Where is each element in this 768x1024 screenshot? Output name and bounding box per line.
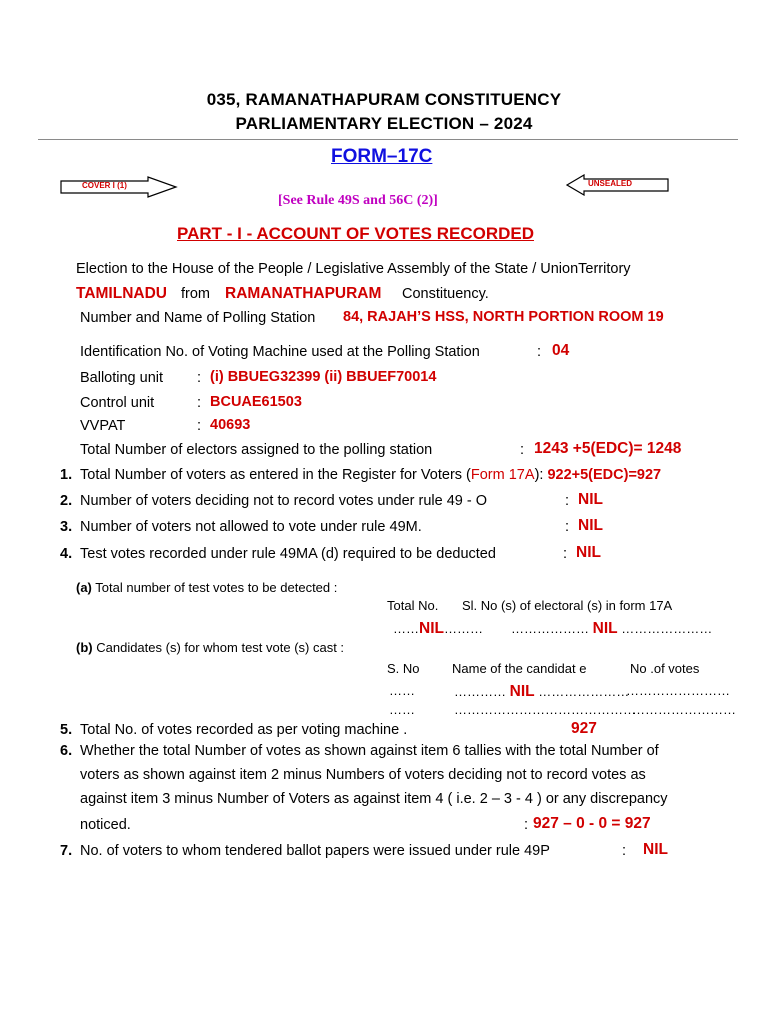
item-2-colon: :	[565, 493, 570, 509]
electors-value: 1243 +5(EDC)= 1248	[534, 440, 682, 457]
item-3-text: Number of voters not allowed to vote under rule 49M.	[80, 519, 422, 535]
sub-b-label: (b)	[76, 640, 93, 655]
sub-a-text: Total number of test votes to be detected :	[95, 580, 338, 595]
machine-id-colon: :	[537, 344, 542, 360]
item-2-value: NIL	[578, 491, 603, 508]
state-value: TAMILNADU	[76, 285, 167, 302]
sub-a-col1-head: Total No.	[387, 598, 439, 613]
constituency-word: Constituency.	[402, 286, 489, 302]
cover-arrow-icon	[60, 176, 178, 198]
item-6-number: 6.	[60, 743, 73, 759]
item-7-text: No. of voters to whom tendered ballot papers were issued under rule 49P	[80, 843, 550, 859]
item-4-value: NIL	[576, 544, 601, 561]
balloting-unit-label: Balloting unit	[80, 370, 164, 386]
sub-b-line	[76, 640, 344, 655]
vvpat-colon: :	[197, 418, 202, 434]
item-5-number: 5.	[60, 722, 73, 738]
sub-b-row1-sno: ……	[389, 683, 415, 698]
item-6-line1: Whether the total Number of votes as shown against item 6 tallies with the total Number of	[80, 743, 659, 759]
item-1-text: Total Number of voters as entered in the Register for Voters (Form 17A): 922+5(EDC)=927	[80, 467, 662, 483]
electors-label: Total Number of electors assigned to the polling station	[80, 442, 433, 458]
sub-b-row1-name: ………… NIL …………………	[454, 683, 630, 700]
election-heading: PARLIAMENTARY ELECTION – 2024	[235, 114, 533, 133]
control-unit-value: BCUAE61503	[210, 394, 302, 410]
control-unit-colon: :	[197, 395, 202, 411]
item-1-number: 1.	[60, 467, 73, 483]
item-7-value: NIL	[643, 841, 668, 858]
polling-station-label: Number and Name of Polling Station	[80, 310, 316, 326]
intro-line: Election to the House of the People / Legislative Assembly of the State / UnionTerritory	[76, 261, 631, 277]
control-unit-label: Control unit	[80, 395, 155, 411]
balloting-unit-value: (i) BBUEG32399 (ii) BBUEF70014	[210, 369, 437, 385]
from-word: from	[181, 286, 210, 302]
item-4-number: 4.	[60, 546, 73, 562]
item-2-number: 2.	[60, 493, 73, 509]
item-3-number: 3.	[60, 519, 73, 535]
unsealed-label: UNSEALED	[588, 179, 633, 188]
balloting-unit-colon: :	[197, 370, 202, 386]
see-rule-note: [See Rule 49S and 56C (2)]	[278, 193, 438, 208]
item-5-text: Total No. of votes recorded as per voting machine .	[80, 722, 408, 738]
item-6-line2: voters as shown against item 2 minus Numbers of voters deciding not to record votes as	[80, 767, 646, 783]
item-5-value: 927	[571, 720, 597, 737]
sub-a-col2-head: Sl. No (s) of electoral (s) in form 17A	[462, 598, 673, 613]
sub-b-row2-sno: ……	[389, 702, 415, 717]
form-17a-ref: Form 17A	[470, 467, 535, 483]
sub-b-head-name: Name of the candidat e	[452, 661, 587, 676]
item-6-value: 927 – 0 - 0 = 927	[533, 815, 651, 832]
item-6-line3: against item 3 minus Number of Voters as against item 4 ( i.e. 2 – 3 - 4 ) or any discrepancy	[80, 791, 668, 807]
sub-a-line	[76, 580, 337, 595]
vvpat-value: 40693	[210, 417, 251, 433]
sub-b-head-sno: S. No	[387, 661, 420, 676]
item-6-line4: noticed.	[80, 817, 131, 833]
vvpat-label: VVPAT	[80, 418, 126, 434]
item-4-text: Test votes recorded under rule 49MA (d) required to be deducted	[80, 546, 496, 562]
machine-id-value: 04	[552, 342, 570, 359]
part-title: PART - I - ACCOUNT OF VOTES RECORDED	[177, 224, 534, 243]
item-3-value: NIL	[578, 517, 603, 534]
item-7-colon: :	[622, 843, 627, 859]
sub-b-row2-name: ……………………………………	[454, 702, 636, 717]
item-1-value: 922+5(EDC)=927	[547, 467, 662, 483]
sub-a-col2-value: ……………… NIL …………………	[511, 620, 713, 637]
sub-b-head-votes: No .of votes	[630, 661, 700, 676]
machine-id-label: Identification No. of Voting Machine used at the Polling Station	[80, 344, 480, 360]
item-3-colon: :	[565, 519, 570, 535]
sub-b-text: Candidates (s) for whom test vote (s) cast :	[96, 640, 345, 655]
item-2-text: Number of voters deciding not to record votes under rule 49 - O	[80, 493, 488, 509]
form-title: FORM–17C	[331, 146, 433, 167]
item-4-colon: :	[563, 546, 568, 562]
electors-colon: :	[520, 442, 525, 458]
sub-b-row1-votes: ……………………	[626, 683, 730, 698]
item-6-colon: :	[524, 817, 529, 833]
sub-a-label: (a)	[76, 580, 92, 595]
polling-station-value: 84, RAJAH’S HSS, NORTH PORTION ROOM 19	[343, 309, 664, 325]
constituency-name: RAMANATHAPURAM	[225, 285, 382, 302]
sub-a-col1-value: ……NIL………	[393, 620, 483, 637]
unsealed-arrow-icon	[566, 174, 670, 196]
sub-b-row2-votes: ……………………	[632, 702, 736, 717]
constituency-heading: 035, RAMANATHAPURAM CONSTITUENCY	[206, 90, 562, 109]
cover-label: COVER I (1)	[82, 181, 127, 190]
header-divider	[38, 139, 738, 140]
item-7-number: 7.	[60, 843, 73, 859]
